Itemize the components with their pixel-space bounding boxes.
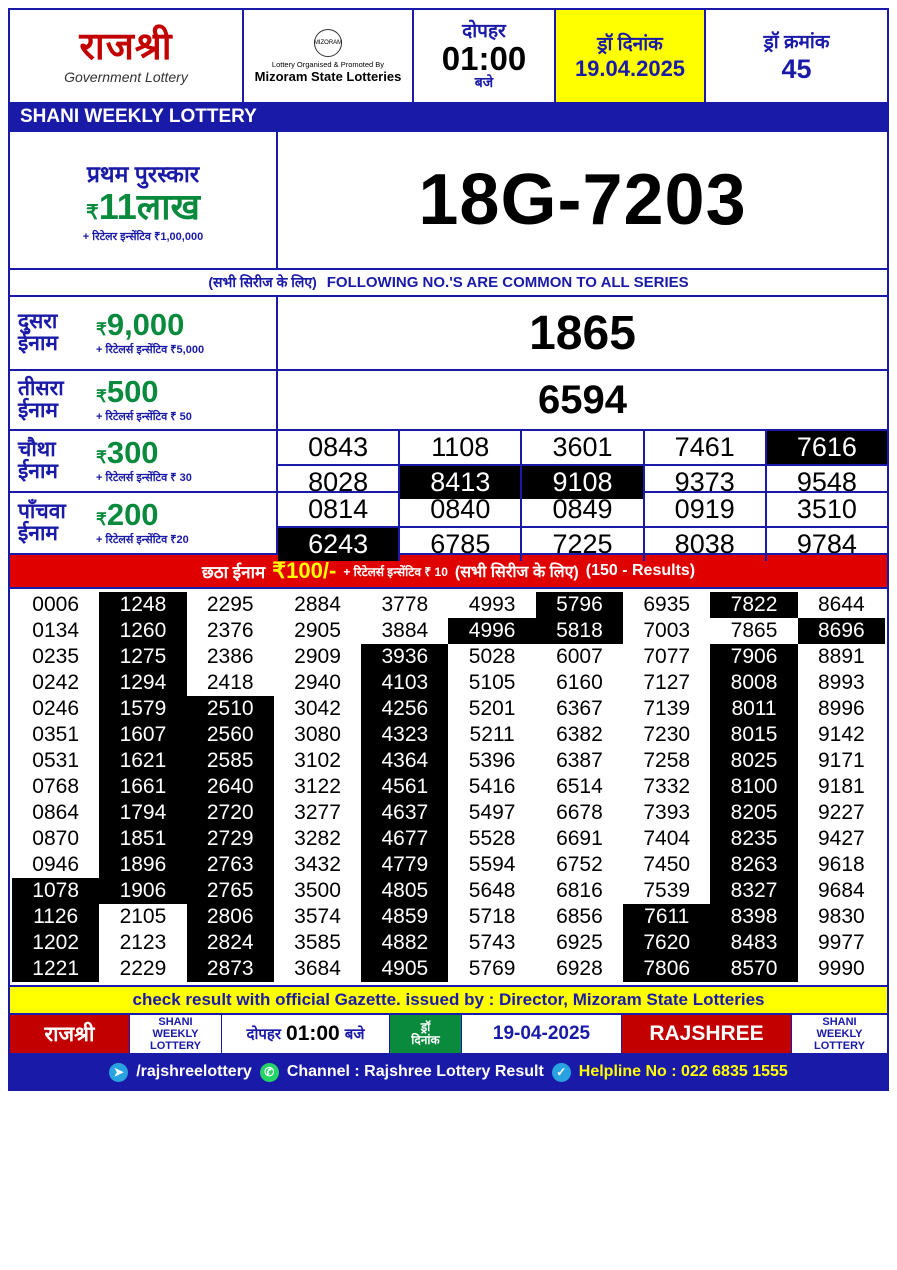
draw-time-suffix: बजे (474, 73, 494, 90)
fourth-prize-amount (96, 437, 159, 468)
prize-number-cell: 1221 (12, 956, 99, 982)
prize-number-cell: 4996 (448, 618, 535, 644)
prize-number-cell: 1621 (99, 748, 186, 774)
prize-number-cell: 4364 (361, 748, 448, 774)
rupee-icon: ₹ (96, 510, 107, 529)
prize-number-cell: 3042 (294, 697, 341, 720)
fourth-prize-amount-value: 300 (106, 435, 159, 470)
prize-number-cell: 6752 (556, 853, 603, 876)
prize-number-cell: 2295 (206, 593, 254, 616)
whatsapp-icon[interactable]: ✆ (260, 1063, 279, 1082)
prize-number-cell: 7139 (643, 697, 691, 720)
footer-weekly-line1: SHANI (158, 1015, 193, 1028)
prize-number-cell: 0242 (32, 671, 79, 694)
draw-number-block (706, 10, 887, 102)
rupee-icon: ₹ (272, 558, 287, 583)
prize-number-cell: 8993 (817, 671, 865, 694)
prize-number-cell: 8205 (710, 800, 797, 826)
third-prize-number: 6594 (538, 377, 627, 422)
prize-number-cell: 8011 (710, 696, 797, 722)
prize-number-cell: 6928 (556, 957, 603, 980)
prize-number-cell: 0246 (32, 697, 79, 720)
fifth-prize-row (8, 493, 889, 559)
prize-number-cell: 8996 (817, 697, 865, 720)
prize-number-cell: 7127 (643, 671, 691, 694)
brand-subtitle: Government Lottery (64, 68, 188, 85)
footer-time-suffix: बजे (344, 1026, 365, 1043)
prize-number-cell: 7906 (710, 644, 797, 670)
prize-number-cell: 0768 (32, 775, 79, 798)
prize-number-cell: 0843 (278, 431, 400, 464)
prize-number-cell: 1294 (99, 670, 186, 696)
prize-number-cell: 8327 (710, 878, 797, 904)
third-prize-incentive: + रिटेलर्स इन्सेंटिव ₹ 50 (96, 411, 192, 423)
prize-number-cell: 2720 (187, 800, 274, 826)
prize-number-cell: 9171 (817, 749, 865, 772)
common-note-english: FOLLOWING NO.'S ARE COMMON TO ALL SERIES (326, 274, 689, 291)
prize-number-cell: 7611 (623, 904, 710, 930)
prize-number-cell: 8028 (278, 466, 400, 499)
prize-number-cell: 0840 (400, 493, 522, 526)
second-prize-number: 1865 (529, 306, 636, 360)
fourth-prize-label: चौथा ईनाम (18, 437, 58, 483)
prize-number-cell: 0870 (32, 827, 79, 850)
bottom-contact-bar (8, 1055, 889, 1091)
fifth-prize-numbers (278, 493, 887, 559)
telegram-icon[interactable]: ➤ (109, 1063, 128, 1082)
third-prize-label-cell (10, 371, 278, 429)
whatsapp-channel[interactable]: Channel : Rajshree Lottery Result (286, 1063, 544, 1080)
sixth-prize-label: छठा ईनाम (201, 562, 266, 582)
prize-number-cell: 7865 (730, 619, 778, 642)
prize-number-cell: 3500 (294, 879, 341, 902)
fifth-prize-amount (96, 499, 159, 530)
lottery-name: SHANI WEEKLY LOTTERY (8, 104, 889, 130)
prize-number-cell: 6243 (278, 528, 400, 561)
prize-number-cell: 5497 (468, 801, 516, 824)
table-row (12, 956, 885, 982)
prize-number-cell: 7404 (643, 827, 691, 850)
footer-weekly-badge (130, 1015, 222, 1053)
prize-number-cell: 7230 (643, 723, 691, 746)
prize-number-cell: 0814 (278, 493, 400, 526)
fourth-prize-label-cell (10, 431, 278, 491)
prize-number-cell: 1275 (99, 644, 186, 670)
prize-number-cell: 1078 (12, 878, 99, 904)
table-row (12, 774, 885, 800)
prize-number-cell: 6925 (556, 931, 603, 954)
prize-number-cell: 8398 (710, 904, 797, 930)
fourth-prize-incentive: + रिटेलर्स इन्सेंटिव ₹ 30 (96, 472, 192, 484)
prize-number-cell: 6816 (556, 879, 603, 902)
prize-number-cell: 0531 (32, 749, 79, 772)
prize-number-cell: 9181 (817, 775, 865, 798)
prize-number-cell: 3574 (294, 905, 341, 928)
prize-number-cell: 0351 (32, 723, 79, 746)
draw-number-value: 45 (781, 53, 812, 84)
prize-number-cell: 9618 (817, 853, 865, 876)
table-row (12, 696, 885, 722)
number-line (278, 528, 887, 561)
second-prize-incentive: + रिटेलर्स इन्सेंटिव ₹5,000 (96, 344, 205, 356)
brand-logo (10, 10, 244, 102)
prize-number-cell: 5796 (536, 592, 623, 618)
draw-time-label: दोपहर (462, 20, 506, 42)
prize-number-cell: 5528 (468, 827, 516, 850)
prize-number-cell: 8025 (710, 748, 797, 774)
footer-weekly-line2: WEEKLY (152, 1027, 199, 1040)
third-prize-amount-value: 500 (106, 374, 159, 409)
number-line (278, 493, 887, 528)
footer-draw-label-line2: दिनांक (411, 1033, 440, 1047)
header (8, 8, 889, 104)
prize-number-cell: 0946 (32, 853, 79, 876)
second-prize-row (8, 297, 889, 371)
prize-number-cell: 1579 (99, 696, 186, 722)
prize-number-cell: 3884 (381, 619, 429, 642)
prize-number-cell: 8100 (710, 774, 797, 800)
prize-number-cell: 5105 (468, 671, 516, 694)
second-prize-amount (96, 309, 184, 340)
table-row (12, 722, 885, 748)
prize-number-cell: 7003 (643, 619, 691, 642)
prize-number-cell: 2640 (187, 774, 274, 800)
fifth-prize-incentive: + रिटेलर्स इन्सेंटिव ₹20 (96, 534, 189, 546)
prize-number-cell: 2873 (187, 956, 274, 982)
prize-number-cell: 0006 (32, 593, 79, 616)
prize-number-cell: 2560 (187, 722, 274, 748)
prize-number-cell: 8891 (817, 645, 865, 668)
prize-number-cell: 2229 (119, 957, 167, 980)
second-prize-label-cell (10, 297, 278, 369)
prize-number-cell: 1661 (99, 774, 186, 800)
sixth-prize-results-count: (150 - Results) (585, 562, 696, 579)
sixth-prize-series: (सभी सिरीज के लिए) (454, 564, 579, 581)
prize-number-cell: 5769 (468, 957, 516, 980)
prize-number-cell: 5648 (468, 879, 516, 902)
prize-number-cell: 1906 (99, 878, 186, 904)
first-prize-incentive: + रिटेलर इन्सेंटिव ₹1,00,000 (82, 230, 204, 243)
prize-number-cell: 0919 (645, 493, 767, 526)
prize-number-cell: 3778 (381, 593, 429, 616)
helpline-number: Helpline No : 022 6835 1555 (578, 1063, 788, 1080)
prize-number-cell: 7620 (623, 930, 710, 956)
prize-number-cell: 2418 (206, 671, 254, 694)
footer-strip (8, 1015, 889, 1055)
verified-icon: ✓ (552, 1063, 571, 1082)
prize-number-cell: 9977 (817, 931, 865, 954)
table-row (12, 592, 885, 618)
prize-number-cell: 2510 (187, 696, 274, 722)
fifth-prize-label: पाँचवा ईनाम (18, 499, 66, 545)
prize-number-cell: 6691 (556, 827, 603, 850)
prize-number-cell: 6856 (556, 905, 603, 928)
first-prize-amount-value: 11लाख (98, 185, 200, 227)
first-prize-number: 18G-7203 (418, 160, 747, 240)
fourth-prize-numbers (278, 431, 887, 497)
footer-time-block (222, 1015, 390, 1053)
prize-number-cell: 3684 (294, 957, 341, 980)
prize-number-cell: 8038 (645, 528, 767, 561)
prize-number-cell: 5028 (468, 645, 516, 668)
prize-number-cell: 5718 (468, 905, 516, 928)
prize-number-cell: 7077 (643, 645, 691, 668)
common-note-hindi: (सभी सिरीज के लिए) (208, 274, 317, 290)
draw-date-block (556, 10, 706, 102)
prize-number-cell: 3432 (294, 853, 341, 876)
sixth-prize-grid (8, 589, 889, 987)
prize-number-cell: 6678 (556, 801, 603, 824)
prize-number-cell: 5743 (468, 931, 516, 954)
second-prize-amount-value: 9,000 (106, 307, 185, 342)
prize-number-cell: 7461 (645, 431, 767, 464)
first-prize-label: प्रथम पुरस्कार (86, 160, 200, 187)
prize-number-cell: 4256 (361, 696, 448, 722)
footer-draw-label-line1: ड्रॉ (420, 1019, 431, 1034)
prize-number-cell: 5818 (536, 618, 623, 644)
first-prize-label-cell (10, 132, 278, 268)
third-prize-amount (96, 376, 159, 407)
prize-number-cell: 3122 (294, 775, 341, 798)
footer-weekly2-line2: WEEKLY (816, 1027, 863, 1040)
number-line (278, 431, 887, 466)
prize-number-cell: 8015 (710, 722, 797, 748)
prize-number-cell: 4859 (361, 904, 448, 930)
first-prize-row (8, 130, 889, 270)
prize-number-cell: 8696 (798, 618, 885, 644)
prize-number-cell: 8235 (710, 826, 797, 852)
prize-number-cell: 5416 (468, 775, 516, 798)
prize-number-cell: 2376 (206, 619, 254, 642)
prize-number-cell: 4323 (361, 722, 448, 748)
prize-number-cell: 1126 (12, 904, 99, 930)
rupee-icon: ₹ (96, 320, 107, 339)
prize-number-cell: 3080 (294, 723, 341, 746)
prize-number-cell: 3102 (294, 749, 341, 772)
prize-number-cell: 2763 (187, 852, 274, 878)
table-row (12, 904, 885, 930)
prize-number-cell: 1202 (12, 930, 99, 956)
prize-number-cell: 8413 (400, 466, 522, 499)
third-prize-label: तीसरा ईनाम (18, 376, 64, 422)
prize-number-cell: 6785 (400, 528, 522, 561)
prize-number-cell: 2909 (294, 645, 341, 668)
fifth-prize-label-cell (10, 493, 278, 553)
prize-number-cell: 3585 (294, 931, 341, 954)
prize-number-cell: 7539 (643, 879, 691, 902)
prize-number-cell: 5211 (469, 723, 515, 746)
prize-number-cell: 3936 (361, 644, 448, 670)
prize-number-cell: 6935 (643, 593, 691, 616)
table-row (12, 878, 885, 904)
gazette-note: check result with official Gazette. issued by : Director, Mizoram State Lotteries (8, 987, 889, 1015)
prize-number-cell: 5396 (468, 749, 516, 772)
prize-number-cell: 2123 (119, 931, 167, 954)
prize-number-cell: 0235 (32, 645, 79, 668)
prize-number-cell: 8263 (710, 852, 797, 878)
prize-number-cell: 6007 (556, 645, 603, 668)
prize-number-cell: 7806 (623, 956, 710, 982)
prize-number-cell: 6382 (556, 723, 603, 746)
state-seal-icon: MIZORAM (314, 29, 342, 57)
draw-date-label: ड्रॉ दिनांक (597, 34, 663, 55)
prize-number-cell: 4993 (468, 593, 516, 616)
rupee-icon: ₹ (96, 387, 107, 406)
prize-number-cell: 2729 (187, 826, 274, 852)
prize-number-cell: 8483 (710, 930, 797, 956)
prize-number-cell: 4561 (361, 774, 448, 800)
prize-number-cell: 1896 (99, 852, 186, 878)
prize-number-cell: 9548 (796, 467, 857, 497)
footer-time-value: 01:00 (286, 1022, 340, 1045)
prize-number-cell: 7450 (643, 853, 691, 876)
table-row (12, 930, 885, 956)
prize-number-cell: 9427 (817, 827, 865, 850)
third-prize-row (8, 371, 889, 431)
second-prize-label: दुसरा ईनाम (18, 309, 58, 355)
telegram-handle[interactable]: /rajshreelottery (136, 1063, 252, 1080)
prize-number-cell: 6514 (556, 775, 603, 798)
footer-time-label: दोपहर (246, 1026, 282, 1043)
prize-number-cell: 3277 (294, 801, 341, 824)
footer-weekly2-line3: LOTTERY (814, 1040, 865, 1053)
prize-number-cell: 4779 (361, 852, 448, 878)
prize-number-cell: 2585 (187, 748, 274, 774)
footer-brand-english: RAJSHREE (622, 1015, 792, 1053)
table-row (12, 852, 885, 878)
prize-number-cell: 8644 (817, 593, 865, 616)
prize-number-cell: 1260 (99, 618, 186, 644)
prize-number-cell: 2824 (187, 930, 274, 956)
fifth-prize-amount-value: 200 (106, 497, 159, 532)
prize-number-cell: 5201 (468, 697, 516, 720)
fourth-prize-row (8, 431, 889, 497)
prize-number-cell: 4882 (361, 930, 448, 956)
footer-draw-date-value: 19-04-2025 (462, 1015, 622, 1053)
prize-number-cell: 2386 (206, 645, 254, 668)
draw-number-label: ड्रॉ क्रमांक (763, 31, 830, 53)
prize-number-cell: 2105 (119, 905, 167, 928)
prize-number-cell: 6160 (556, 671, 603, 694)
prize-number-cell: 4805 (361, 878, 448, 904)
prize-number-cell: 3282 (294, 827, 341, 850)
sixth-prize-amount (272, 558, 336, 584)
prize-number-cell: 7225 (522, 528, 644, 561)
prize-number-cell: 4103 (361, 670, 448, 696)
prize-number-cell: 9990 (817, 957, 865, 980)
prize-number-cell: 4677 (361, 826, 448, 852)
rupee-icon: ₹ (96, 448, 107, 467)
table-row (12, 748, 885, 774)
sixth-prize-incentive: + रिटेलर्स इन्सेंटिव ₹ 10 (343, 564, 448, 579)
prize-number-cell: 9830 (817, 905, 865, 928)
prize-number-cell: 0849 (522, 493, 644, 526)
prize-number-cell: 8570 (710, 956, 797, 982)
table-row (12, 800, 885, 826)
organised-by-label: Lottery Organised & Promoted By (271, 59, 385, 69)
rupee-icon: ₹ (86, 201, 99, 224)
table-row (12, 670, 885, 696)
prize-number-cell: 3601 (522, 431, 644, 464)
prize-number-cell: 1607 (99, 722, 186, 748)
footer-weekly2-line1: SHANI (822, 1015, 857, 1028)
prize-number-cell: 9142 (817, 723, 865, 746)
common-series-note (8, 270, 889, 297)
prize-number-cell: 9227 (817, 801, 865, 824)
draw-time-value: 01:00 (441, 39, 527, 77)
footer-draw-date-label (390, 1015, 462, 1053)
footer-weekly-badge-2 (792, 1015, 887, 1053)
prize-number-cell: 4637 (361, 800, 448, 826)
footer-weekly-line3: LOTTERY (150, 1040, 201, 1053)
prize-number-cell: 1248 (99, 592, 186, 618)
prize-number-cell: 9373 (645, 466, 767, 499)
prize-number-cell: 6387 (556, 749, 603, 772)
prize-number-cell: 7258 (643, 749, 691, 772)
prize-number-cell: 7393 (643, 801, 691, 824)
sixth-prize-table (12, 592, 885, 982)
table-row (12, 826, 885, 852)
prize-number-cell: 0864 (32, 801, 79, 824)
prize-number-cell: 4905 (361, 956, 448, 982)
prize-number-cell: 8008 (710, 670, 797, 696)
prize-number-cell: 1108 (400, 431, 522, 464)
prize-number-cell: 9684 (817, 879, 865, 902)
prize-number-cell: 7616 (767, 431, 887, 464)
draw-date-value: 19.04.2025 (574, 56, 686, 81)
footer-brand-hindi: राजश्री (10, 1015, 130, 1053)
prize-number-cell: 2806 (187, 904, 274, 930)
table-row (12, 644, 885, 670)
prize-number-cell: 5594 (468, 853, 516, 876)
prize-number-cell: 1851 (99, 826, 186, 852)
prize-number-cell: 2884 (294, 593, 341, 616)
prize-number-cell: 7822 (710, 592, 797, 618)
prize-number-cell: 2940 (294, 671, 341, 694)
table-row (12, 618, 885, 644)
prize-number-cell: 3510 (796, 494, 857, 524)
prize-number-cell: 6367 (556, 697, 603, 720)
draw-time-block (414, 10, 556, 102)
brand-name-hindi: राजश्री (79, 25, 173, 68)
prize-number-cell: 9784 (796, 529, 857, 559)
sixth-prize-amount-value: 100/- (286, 558, 337, 583)
prize-number-cell: 1794 (99, 800, 186, 826)
state-lotteries-label: Mizoram State Lotteries (254, 68, 402, 84)
prize-number-cell: 0134 (32, 619, 79, 642)
prize-number-cell: 9108 (522, 466, 644, 499)
prize-number-cell: 2905 (294, 619, 341, 642)
prize-number-cell: 7332 (643, 775, 691, 798)
mizoram-block (244, 10, 414, 102)
first-prize-amount (86, 185, 200, 227)
prize-number-cell: 2765 (187, 878, 274, 904)
